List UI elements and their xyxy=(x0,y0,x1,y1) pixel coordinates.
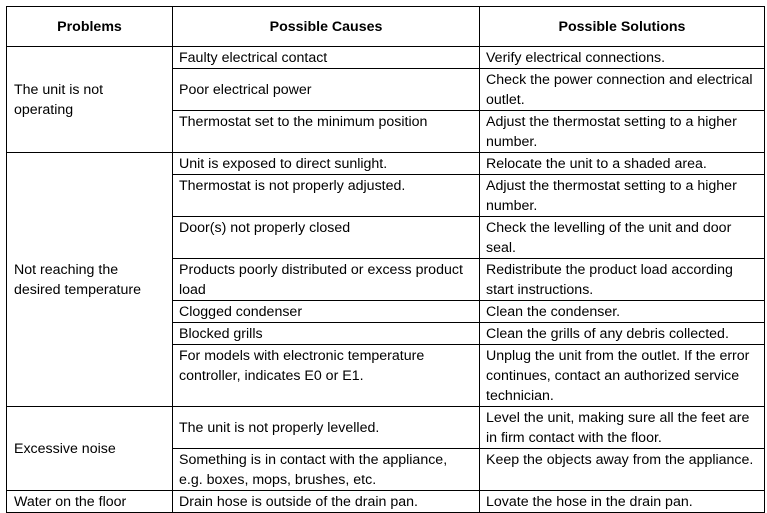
solution-cell: Lovate the hose in the drain pan. xyxy=(480,491,765,513)
cause-cell: Unit is exposed to direct sunlight. xyxy=(173,153,480,175)
header-row xyxy=(7,7,765,47)
cause-cell: The unit is not properly levelled. xyxy=(173,407,480,449)
solution-cell: Check the power connection and electrical outlet. xyxy=(480,69,765,111)
solution-cell: Adjust the thermostat setting to a higher number. xyxy=(480,175,765,217)
cause-cell: Thermostat set to the minimum position xyxy=(173,111,480,153)
cause-cell: Poor electrical power xyxy=(173,69,480,111)
solution-cell: Adjust the thermostat setting to a higher number. xyxy=(480,111,765,153)
table-row xyxy=(7,153,765,175)
table-row xyxy=(7,47,765,69)
header-possible-solutions: Possible Solutions xyxy=(480,7,765,47)
solution-cell: Keep the objects away from the appliance. xyxy=(480,449,765,491)
header-problems: Problems xyxy=(7,7,173,47)
solution-cell: Redistribute the product load according start instructions. xyxy=(480,259,765,301)
solution-cell: Level the unit, making sure all the feet are in firm contact with the floor. xyxy=(480,407,765,449)
header-possible-causes: Possible Causes xyxy=(173,7,480,47)
cause-cell: Drain hose is outside of the drain pan. xyxy=(173,491,480,513)
problem-cell: Not reaching the desired temperature xyxy=(7,153,173,407)
cause-cell: Door(s) not properly closed xyxy=(173,217,480,259)
table-row xyxy=(7,491,765,513)
cause-cell: Products poorly distributed or excess product load xyxy=(173,259,480,301)
cause-cell: Thermostat is not properly adjusted. xyxy=(173,175,480,217)
solution-cell: Verify electrical connections. xyxy=(480,47,765,69)
troubleshooting-table-container xyxy=(6,6,764,513)
troubleshooting-table xyxy=(6,6,765,513)
table-row xyxy=(7,407,765,449)
cause-cell: Something is in contact with the appliance, e.g. boxes, mops, brushes, etc. xyxy=(173,449,480,491)
cause-cell: Faulty electrical contact xyxy=(173,47,480,69)
cause-cell: For models with electronic temperature controller, indicates E0 or E1. xyxy=(173,345,480,407)
problem-cell: The unit is not operating xyxy=(7,47,173,153)
cause-cell: Clogged condenser xyxy=(173,301,480,323)
solution-cell: Clean the grills of any debris collected. xyxy=(480,323,765,345)
solution-cell: Check the levelling of the unit and door seal. xyxy=(480,217,765,259)
problem-cell: Excessive noise xyxy=(7,407,173,491)
cause-cell: Blocked grills xyxy=(173,323,480,345)
problem-cell: Water on the floor xyxy=(7,491,173,513)
solution-cell: Unplug the unit from the outlet. If the error continues, contact an authorized service technician. xyxy=(480,345,765,407)
solution-cell: Relocate the unit to a shaded area. xyxy=(480,153,765,175)
solution-cell: Clean the condenser. xyxy=(480,301,765,323)
